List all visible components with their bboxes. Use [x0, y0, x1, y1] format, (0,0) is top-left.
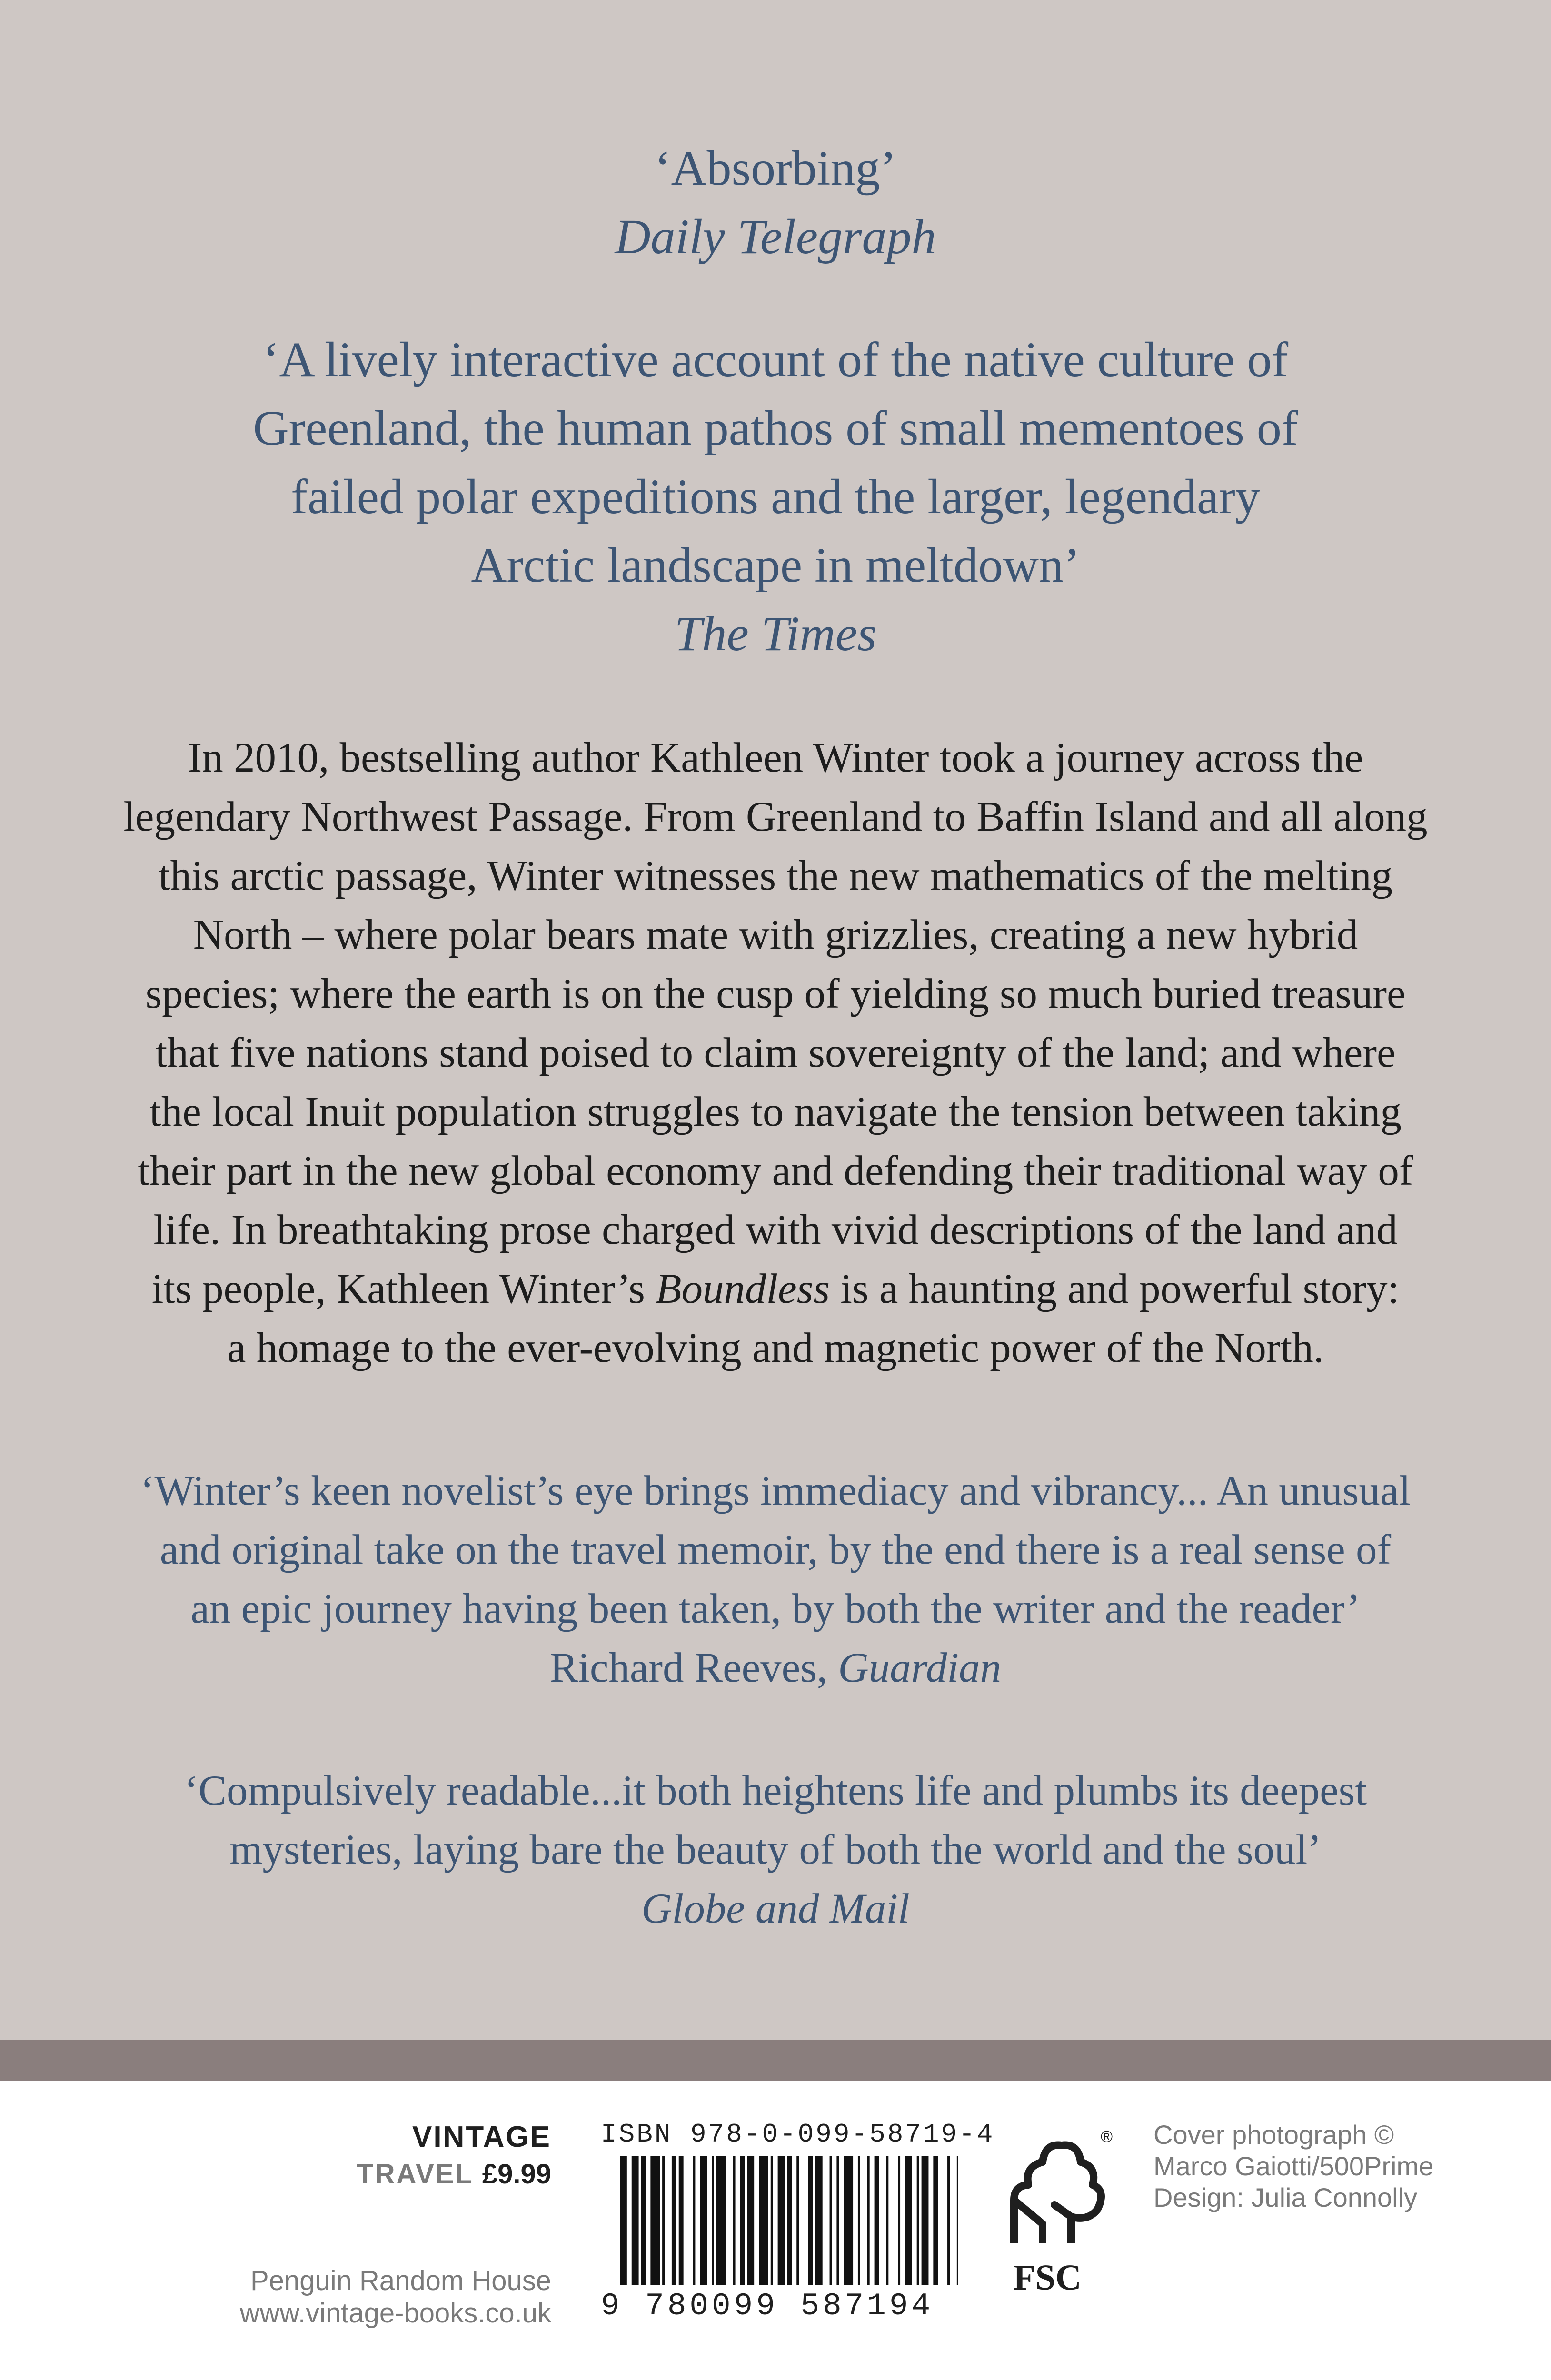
category-price	[240, 2155, 551, 2193]
barcode-bar	[662, 2156, 665, 2285]
barcode-bar	[922, 2156, 929, 2285]
blurb-line: this arctic passage, Winter witnesses the new mathematics of the melting	[158, 853, 1393, 899]
barcode-bar	[759, 2156, 768, 2285]
blurb-line: the local Inuit population struggles to navigate the tension between taking	[149, 1089, 1402, 1135]
barcode-bar	[917, 2156, 919, 2285]
blurb-line: legendary Northwest Passage. From Greenland to Baffin Island and all along	[123, 793, 1428, 840]
barcode-bar	[947, 2156, 950, 2285]
quote-attribution	[0, 1638, 1551, 1697]
blurb-line: a homage to the ever-evolving and magnetic power of the North.	[227, 1325, 1324, 1371]
quote-source: Globe and Mail	[641, 1885, 910, 1932]
barcode-bar	[700, 2156, 707, 2285]
quote-source: The Times	[674, 606, 877, 661]
quote-line: ‘A lively interactive account of the native culture of	[262, 332, 1289, 387]
quote-text: ‘Absorbing’	[654, 141, 897, 196]
barcode-bar	[815, 2156, 823, 2285]
credit-line: Cover photograph ©	[1153, 2120, 1394, 2150]
barcode-bar	[632, 2156, 639, 2285]
publisher-url: www.vintage-books.co.uk	[239, 2298, 551, 2329]
blurb-line: life. In breathtaking prose charged with vivid descriptions of the land and	[153, 1207, 1398, 1253]
barcode-bar	[905, 2156, 912, 2285]
barcode-bar	[836, 2156, 839, 2285]
quote-author: Richard Reeves,	[549, 1645, 838, 1691]
fsc-tree-icon	[995, 2129, 1119, 2257]
barcode-bar	[875, 2156, 879, 2285]
blurb-text: is a haunting and powerful story:	[829, 1266, 1400, 1312]
quote-guardian	[0, 1461, 1551, 1697]
barcode-image	[601, 2156, 958, 2290]
barcode-bar	[716, 2156, 726, 2285]
barcode-block	[601, 2119, 995, 2329]
quote-line: and original take on the travel memoir, by the end there is a real sense of	[159, 1527, 1392, 1573]
book-blurb	[0, 728, 1551, 1378]
barcode-bar	[867, 2156, 870, 2285]
publisher-block	[240, 2119, 551, 2330]
credit-line: Design: Julia Connolly	[1153, 2182, 1418, 2212]
fsc-logo	[995, 2129, 1119, 2300]
barcode-bar	[693, 2156, 695, 2285]
barcode-bar	[858, 2156, 860, 2285]
barcode-bar	[886, 2156, 888, 2285]
isbn-label: ISBN 978-0-099-58719-4	[601, 2119, 995, 2150]
barcode-bar	[933, 2156, 938, 2285]
fsc-label: FSC	[1013, 2258, 1082, 2298]
footer-panel	[0, 2081, 1551, 2380]
category-label: TRAVEL	[357, 2159, 474, 2190]
barcode-digits: 9 780099 587194	[601, 2288, 934, 2324]
barcode-bar	[650, 2156, 660, 2285]
quote-line: failed polar expeditions and the larger, legendary	[291, 469, 1260, 524]
publisher-house: Penguin Random House	[250, 2265, 551, 2296]
price: £9.99	[482, 2159, 551, 2190]
barcode-bar	[712, 2156, 714, 2285]
blurb-line: their part in the new global economy and defending their traditional way of	[138, 1148, 1413, 1194]
barcode-bar	[796, 2156, 799, 2285]
quote-line: ‘Winter’s keen novelist’s eye brings immediacy and vibrancy... An unusual	[140, 1468, 1411, 1514]
divider-stripe	[0, 2040, 1551, 2081]
blurb-text: its people, Kathleen Winter’s	[151, 1266, 656, 1312]
barcode-bar	[733, 2156, 736, 2285]
credit-line: Marco Gaiotti/500Prime	[1153, 2151, 1434, 2181]
fsc-registered-mark: ®	[1101, 2129, 1113, 2146]
barcode-bar	[747, 2156, 754, 2285]
barcode-bar	[620, 2156, 627, 2285]
blurb-line: North – where polar bears mate with grizzlies, creating a new hybrid	[193, 912, 1358, 958]
quote-globe-and-mail	[0, 1761, 1551, 1938]
barcode-bar	[679, 2156, 684, 2285]
quote-line: mysteries, laying bare the beauty of both the world and the soul’	[229, 1826, 1322, 1873]
publisher-name: VINTAGE	[412, 2121, 551, 2153]
book-title: Boundless	[656, 1266, 830, 1312]
barcode-bar	[672, 2156, 676, 2285]
barcode-bar	[778, 2156, 785, 2285]
quote-source: Guardian	[838, 1645, 1002, 1691]
barcode-bar	[787, 2156, 792, 2285]
blurb-line	[0, 1259, 1551, 1319]
quote-line: Arctic landscape in meltdown’	[471, 538, 1080, 593]
cover-credits	[1153, 2119, 1433, 2213]
barcode-bar	[898, 2156, 900, 2285]
blurb-line: that five nations stand poised to claim sovereignty of the land; and where	[155, 1030, 1396, 1076]
quote-line: ‘Compulsively readable...it both heightens life and plumbs its deepest	[184, 1767, 1367, 1814]
quote-daily-telegraph	[0, 134, 1551, 271]
barcode-bar	[771, 2156, 773, 2285]
barcode-bar	[740, 2156, 745, 2285]
barcode-bar	[641, 2156, 646, 2285]
barcode-bar	[830, 2156, 832, 2285]
quote-source: Daily Telegraph	[615, 209, 936, 264]
quote-the-times	[0, 326, 1551, 668]
quote-line: Greenland, the human pathos of small mementoes of	[253, 401, 1298, 456]
barcode-bar	[844, 2156, 853, 2285]
blurb-line: species; where the earth is on the cusp of yielding so much buried treasure	[145, 971, 1406, 1017]
barcode-bar	[957, 2156, 958, 2285]
barcode-bar	[808, 2156, 813, 2285]
blurb-line: In 2010, bestselling author Kathleen Winter took a journey across the	[188, 734, 1363, 781]
quote-line: an epic journey having been taken, by both the writer and the reader’	[190, 1586, 1361, 1632]
